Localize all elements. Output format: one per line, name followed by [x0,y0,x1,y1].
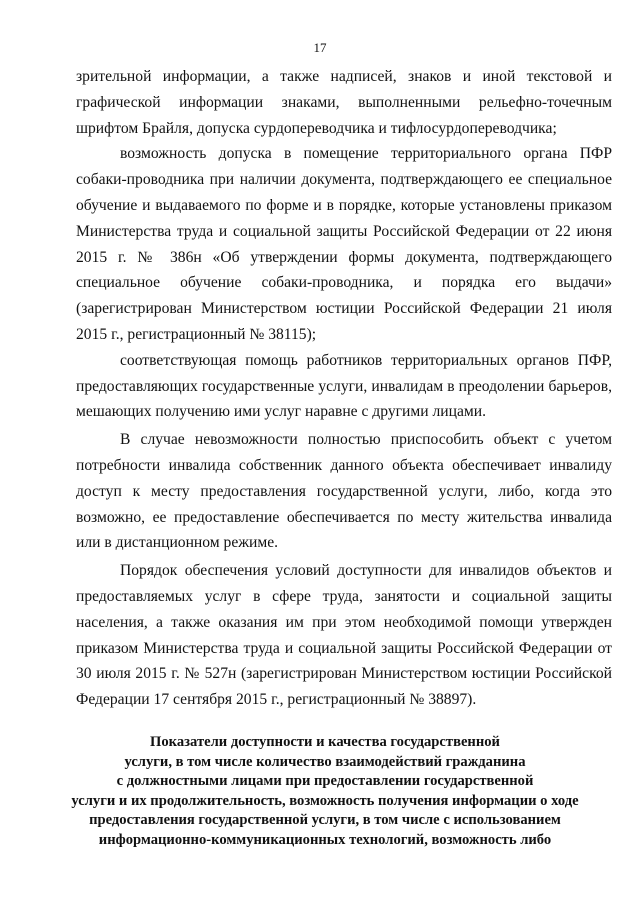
paragraph-guide-dog: возможность допуска в помещение территориального органа ПФР собаки-проводника при наличии документа, подтверждающего ее специальное обучение и выдаваемого по форме и в порядке, которые установлены приказом Министерства труда и социальной защиты Российской Федерации от 22 июня 2015 г. № 386н «Об утверждении формы документа, подтверждающего специальное обучение собаки-проводника, и порядка его выдачи» (зарегистрирован Министерством юстиции Российской Федерации 21 июля 2015 г., регистрационный № 38115); [76,145,612,343]
heading-line: услуги и их продолжительность, возможность получения информации о ходе [71,792,579,809]
document-body [76,64,612,713]
heading-line: услуги, в том числе количество взаимодействий гражданина [124,753,526,770]
paragraph-staff-assistance: соответствующая помощь работников территориальных органов ПФР, предоставляющих государственные услуги, инвалидам в преодолении барьеров, мешающих получению ими услуг наравне с другими лицами. [76,351,612,421]
paragraph-braille: зрительной информации, а также надписей, знаков и иной текстовой и графической информации знаками, выполненными рельефно-точечным шрифтом Брайля, допуска сурдопереводчика и тифлосурдопереводчика; [76,68,612,137]
heading-line: с должностными лицами при предоставлении государственной [116,773,534,789]
heading-line: информационно-коммуникационных технологий, возможность либо [98,831,552,848]
paragraph-remote-service: В случае невозможности полностью приспособить объект с учетом потребности инвалида собственник данного объекта обеспечивает инвалиду доступ к месту предоставления государственной услуги, либо, когда это возможно, ее предоставление обеспечивается по месту жительства инвалида или в дистанционном режиме. [76,431,612,552]
heading-line: Показатели доступности и качества государственной [150,734,500,750]
heading-line: предоставления государственной услуги, в том числе с использованием [89,812,561,828]
section-heading [60,733,590,850]
paragraph-accessibility-order: Порядок обеспечения условий доступности для инвалидов объектов и предоставляемых услуг в сфере труда, занятости и социальной защиты населения, а также оказания им при этом необходимой помощи утвержден приказом Министерства труда и социальной защиты Российской Федерации от 30 июля 2015 г. № 527н (зарегистрирован Министерством юстиции Российской Федерации 17 сентября 2015 г., регистрационный № 38897). [76,562,612,709]
page-number: 17 [313,40,327,55]
